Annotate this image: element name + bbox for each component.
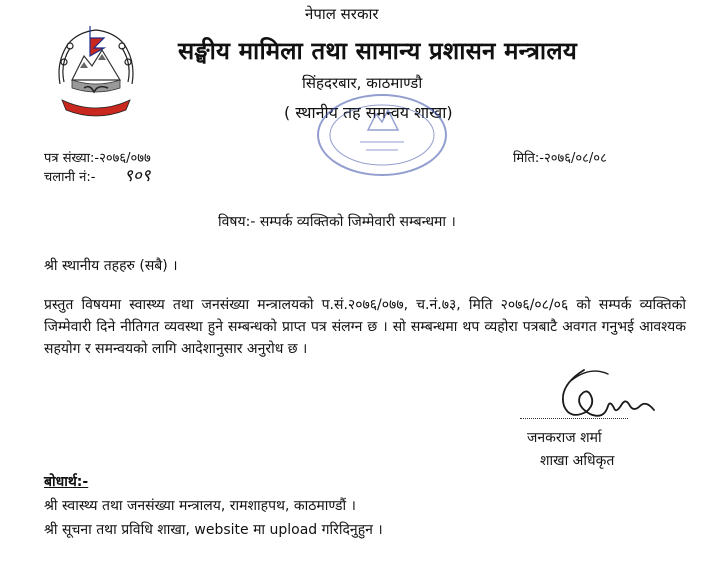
office-address: सिंहदरबार, काठमाण्डौ: [302, 74, 423, 92]
recipient-line: श्री स्थानीय तहहरु (सबै) ।: [44, 258, 178, 274]
cc-item: श्री स्वास्थ्य तथा जनसंख्या मन्त्रालय, रामशाहपथ, काठमाण्डौं ।: [44, 498, 356, 514]
cc-item: श्री सूचना तथा प्रविधि शाखा, website मा upload गरिदिनुहुन ।: [44, 522, 383, 538]
letter-date: मिति:-२०७६/०८/०८: [513, 151, 607, 166]
section-name: ( स्थानीय तह समन्वय शाखा): [284, 103, 453, 122]
official-stamp: [312, 90, 452, 180]
signatory-name: जनकराज शर्मा: [527, 430, 602, 446]
government-heading: नेपाल सरकार: [305, 5, 379, 23]
ministry-title: सङ्घीय मामिला तथा सामान्य प्रशासन मन्त्रालय: [178, 37, 577, 65]
subject-line: विषय:- सम्पर्क व्यक्तिको जिम्मेवारी सम्बन्धमा ।: [218, 214, 456, 230]
nepal-emblem: [50, 22, 142, 122]
signature-line: [520, 418, 628, 419]
dispatch-label: चलानी नं:-: [44, 170, 96, 185]
signatory-title: शाखा अधिकृत: [540, 453, 615, 469]
cc-heading: बोधार्थ:-: [44, 474, 89, 490]
dispatch-number: ९०९: [124, 166, 151, 186]
letter-number: पत्र संख्या:-२०७६/०७७: [44, 151, 151, 166]
body-paragraph: प्रस्तुत विषयमा स्वास्थ्य तथा जनसंख्या मन्त्रालयको प.सं.२०७६/०७७, च.नं.७३, मिति २०७६/०८/०६ को सम्पर्क व्यक्तिको जिम्मेवारी दिने नीतिगत व्यवस्था हुने सम्बन्धको प्राप्त पत्र संलग्न छ । सो सम्बन्धमा थप व्यहोरा पत्रबाटै अवगत गनुभई आवश्यक सहयोग र समन्वयको लागि आदेशानुसार अनुरोध छ ।: [44, 297, 686, 357]
